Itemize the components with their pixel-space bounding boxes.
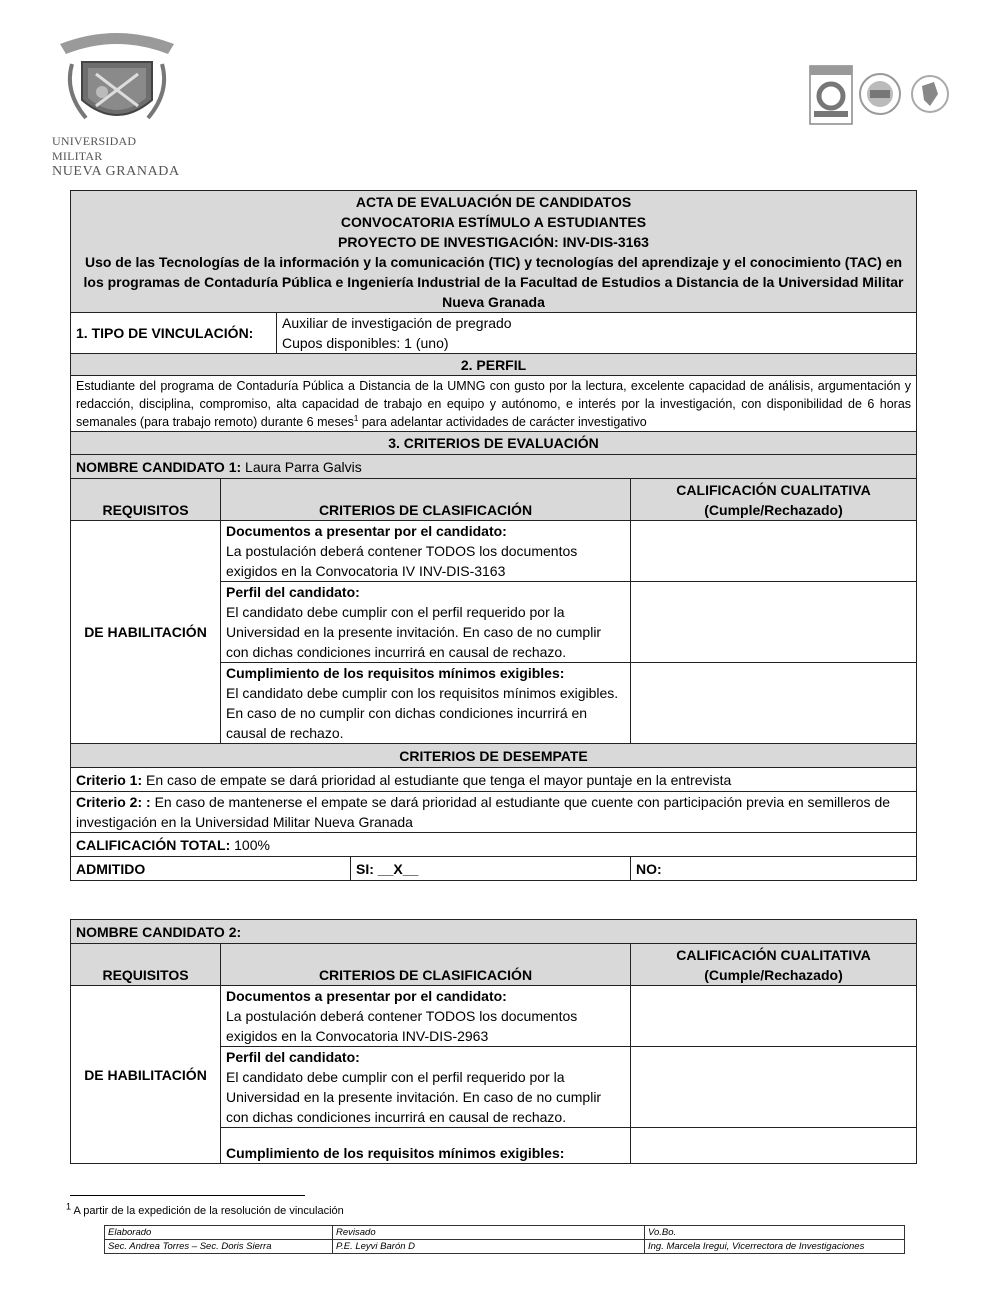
candidate-1-name-value: Laura Parra Galvis: [241, 458, 362, 475]
col-criterios: CRITERIOS DE CLASIFICACIÓN: [221, 479, 631, 521]
certification-seals: [808, 64, 953, 126]
document-title: [71, 191, 917, 313]
c2-col-calificacion: [631, 944, 917, 986]
total-label: CALIFICACIÓN TOTAL:: [76, 836, 231, 853]
footnote-ref: 1: [353, 413, 359, 423]
desempate-header: CRITERIOS DE DESEMPATE: [71, 744, 917, 768]
c1-req-score[interactable]: [631, 663, 917, 744]
title-line-2: CONVOCATORIA ESTÍMULO A ESTUDIANTES: [340, 213, 647, 230]
c2-docs-cell: [221, 986, 631, 1047]
c1-perfil-title: Perfil del candidato:: [226, 584, 360, 600]
total-value: 100%: [230, 836, 270, 853]
c2-perfil-title: Perfil del candidato:: [226, 1049, 360, 1065]
criterio-2-label: Criterio 2: :: [76, 794, 151, 810]
c2-perfil-text: El candidato debe cumplir con el perfil requerido por la Universidad en la presente invitación. En caso de no cumplir con dichas condiciones incurrirá en causal de rechazo.: [226, 1069, 602, 1125]
candidate-2-name-label: NOMBRE CANDIDATO 2:: [71, 920, 917, 944]
criterio-1-row: [71, 768, 917, 792]
university-name-line1: UNIVERSIDAD MILITAR: [52, 134, 137, 163]
title-line-3: PROYECTO DE INVESTIGACIÓN: INV-DIS-3163: [338, 233, 649, 250]
c2-col-criterios: CRITERIOS DE CLASIFICACIÓN: [221, 944, 631, 986]
footnote-number: 1: [66, 1201, 72, 1212]
criterios-header: 3. CRITERIOS DE EVALUACIÓN: [71, 432, 917, 455]
c2-habilitacion-label: DE HABILITACIÓN: [71, 986, 221, 1164]
tipo-vinculacion-value-2: Cupos disponibles: 1 (uno): [282, 335, 449, 351]
col-requisitos: REQUISITOS: [71, 479, 221, 521]
c2-col-calificacion-line1: CALIFICACIÓN CUALITATIVA: [676, 946, 871, 963]
candidate-1-name-row: [71, 455, 917, 479]
footnote-separator: [70, 1195, 305, 1196]
admitido-no[interactable]: NO:: [631, 857, 917, 881]
criterio-2-text: En caso de mantenerse el empate se dará prioridad al estudiante que cuente con participación previa en semilleros de investigación en la Universidad Militar Nueva Granada: [76, 794, 891, 830]
university-crest-icon: [52, 22, 182, 132]
c1-perfil-text: El candidato debe cumplir con el perfil requerido por la Universidad en la presente invitación. En caso de no cumplir con dichas condiciones incurrirá en causal de rechazo.: [226, 604, 602, 660]
university-logo: [52, 22, 182, 179]
admitido-label: ADMITIDO: [71, 857, 351, 881]
sig-header-elaborado: Elaborado: [105, 1226, 333, 1240]
habilitacion-label: DE HABILITACIÓN: [71, 521, 221, 744]
c1-perfil-score[interactable]: [631, 582, 917, 663]
perfil-text: [71, 376, 917, 432]
sig-value-elaborado: Sec. Andrea Torres – Sec. Doris Sierra: [105, 1240, 333, 1254]
university-name-line2: NUEVA GRANADA: [52, 164, 180, 179]
c1-docs-score[interactable]: [631, 521, 917, 582]
sig-header-vobo: Vo.Bo.: [645, 1226, 905, 1240]
admitido-si[interactable]: SI: __X__: [351, 857, 631, 881]
c2-col-calificacion-line2: (Cumple/Rechazado): [704, 966, 843, 983]
title-line-1: ACTA DE EVALUACIÓN DE CANDIDATOS: [355, 193, 632, 210]
c2-req-title: Cumplimiento de los requisitos mínimos exigibles:: [221, 1128, 631, 1164]
c2-req-score[interactable]: [631, 1128, 917, 1164]
c1-perfil-cell: [221, 582, 631, 663]
c2-perfil-cell: [221, 1047, 631, 1128]
tipo-vinculacion-value-1: Auxiliar de investigación de pregrado: [282, 315, 512, 331]
col-calificacion-line1: CALIFICACIÓN CUALITATIVA: [676, 481, 871, 498]
c2-docs-title: Documentos a presentar por el candidato:: [226, 988, 507, 1004]
signature-table: [104, 1225, 905, 1254]
tipo-vinculacion-value: [277, 313, 917, 354]
sig-value-vobo: Ing. Marcela Iregui, Vicerrectora de Investigaciones: [645, 1240, 905, 1254]
criterio-1-text: En caso de empate se dará prioridad al estudiante que tenga el mayor puntaje en la entrevista: [142, 771, 732, 788]
title-line-4: Uso de las Tecnologías de la información y la comunicación (TIC) y tecnologías del aprendizaje y el conocimiento (TAC) en los programas de Contaduría Pública e Ingeniería Industrial de la Facultad de Estudios a Distancia de la Universidad Militar Nueva Granada: [83, 253, 904, 310]
c1-docs-title: Documentos a presentar por el candidato:: [226, 523, 507, 539]
perfil-text-tail: para adelantar actividades de carácter investigativo: [358, 414, 647, 429]
candidate-1-name-label: NOMBRE CANDIDATO 1:: [76, 458, 242, 475]
criterio-1-label: Criterio 1:: [76, 771, 143, 788]
certification-badges-icon: [808, 64, 953, 126]
footnote-text: A partir de la expedición de la resolución de vinculación: [71, 1205, 344, 1217]
col-calificacion-line2: (Cumple/Rechazado): [704, 501, 843, 518]
c1-docs-cell: [221, 521, 631, 582]
footnote: [66, 1201, 344, 1217]
perfil-text-body: Estudiante del programa de Contaduría Pública a Distancia de la UMNG con gusto por la lectura, excelente capacidad de análisis, argumentación y redacción, disciplina, compromiso, alta capacidad de trabajo en equipo y autónomo, e interés por la investigación, con disponibilidad de 6 horas semanales (para trabajo remoto) durante 6 meses: [76, 378, 912, 429]
c1-req-cell: [221, 663, 631, 744]
tipo-vinculacion-label: 1. TIPO DE VINCULACIÓN:: [71, 313, 277, 354]
c2-col-requisitos: REQUISITOS: [71, 944, 221, 986]
criterio-2-row: [71, 792, 917, 833]
col-calificacion: [631, 479, 917, 521]
c2-docs-text: La postulación deberá contener TODOS los documentos exigidos en la Convocatoria INV-DIS-2963: [226, 1008, 578, 1044]
sig-header-revisado: Revisado: [333, 1226, 645, 1240]
evaluation-table-candidate-1: [70, 190, 917, 881]
total-row: [71, 833, 917, 857]
c1-docs-text: La postulación deberá contener TODOS los documentos exigidos en la Convocatoria IV INV-DIS-3163: [226, 543, 578, 579]
c1-req-title: Cumplimiento de los requisitos mínimos exigibles:: [226, 665, 565, 681]
c2-docs-score[interactable]: [631, 986, 917, 1047]
c1-req-text: El candidato debe cumplir con los requisitos mínimos exigibles. En caso de no cumplir con dichas condiciones incurrirá en causal de rechazo.: [226, 685, 619, 741]
sig-value-revisado: P.E. Leyvi Barón D: [333, 1240, 645, 1254]
c2-perfil-score[interactable]: [631, 1047, 917, 1128]
evaluation-table-candidate-2: [70, 919, 917, 1164]
perfil-header: 2. PERFIL: [71, 354, 917, 376]
